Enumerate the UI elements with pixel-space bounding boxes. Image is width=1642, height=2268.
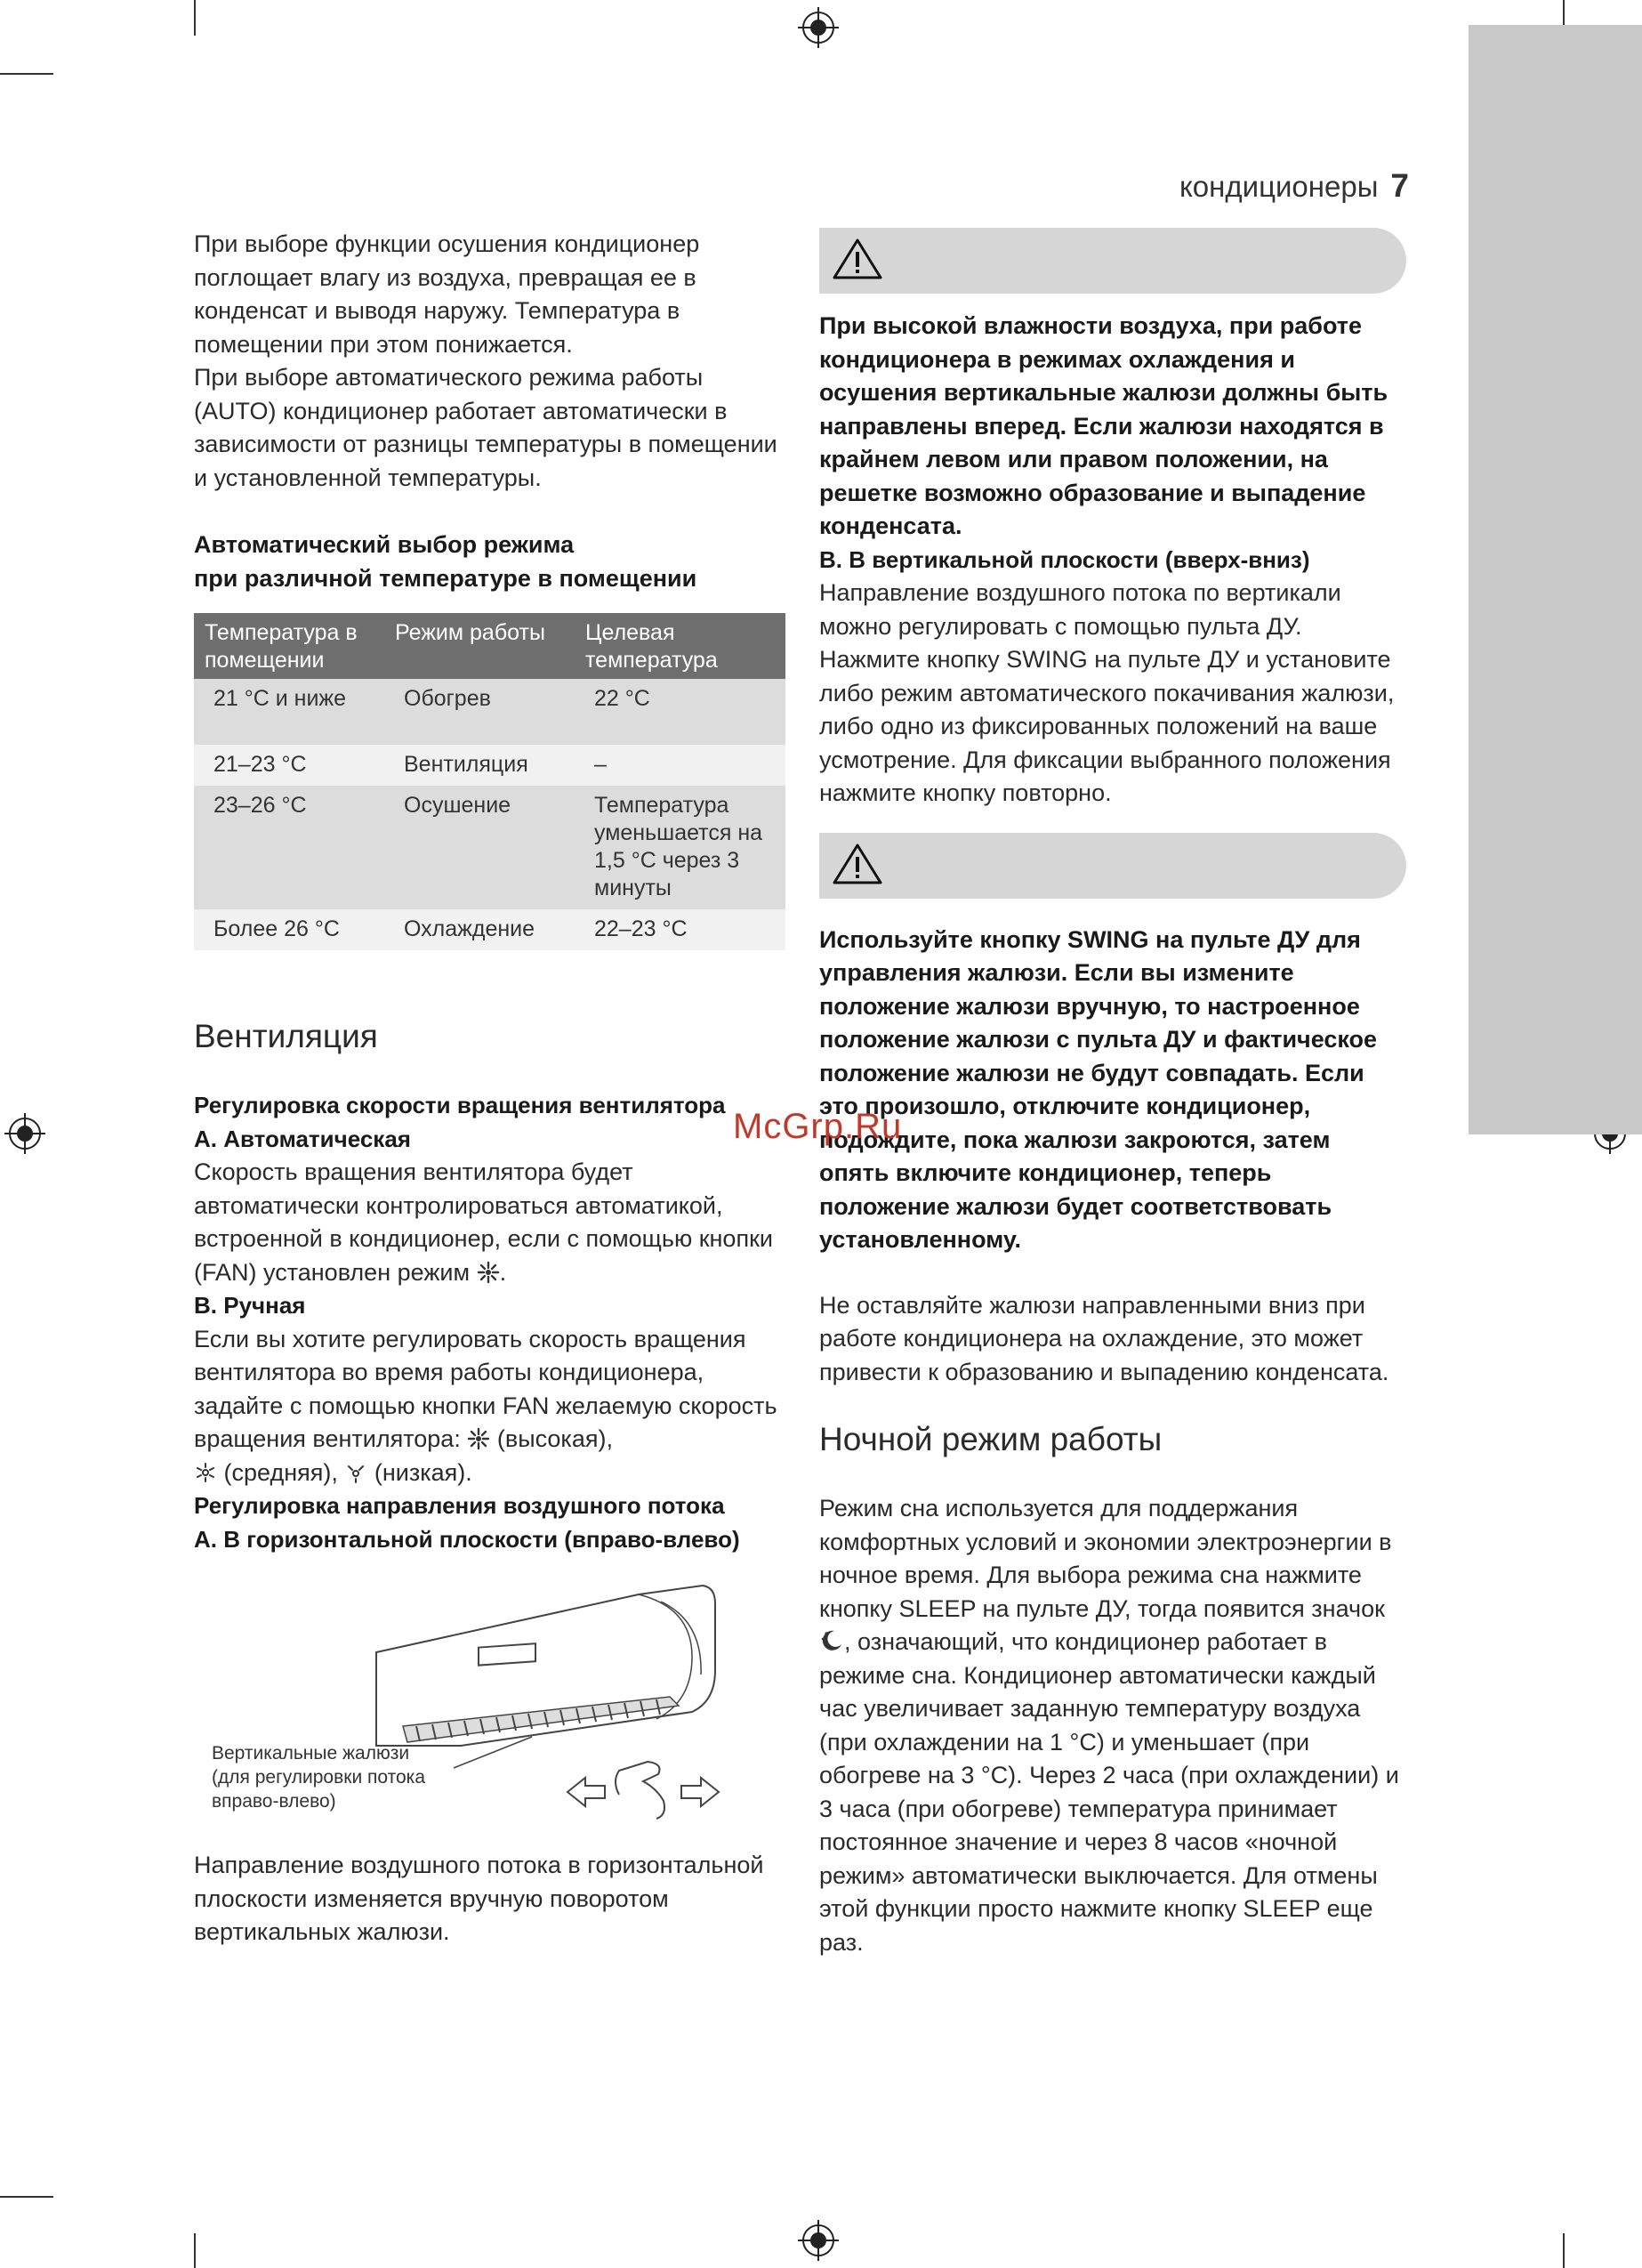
registration-mark-icon [3,1111,47,1156]
crop-mark [0,2196,53,2198]
speed-high-label: (высокая), [496,1425,613,1452]
page-header [1179,167,1409,205]
crop-mark [194,0,196,36]
speed-low-label: (низкая). [374,1458,472,1486]
auto-text-end: . [499,1258,507,1286]
table-title [194,529,785,595]
table-cell: 22 °С [575,679,785,745]
left-column [194,228,785,1556]
warning-icon [832,237,883,281]
ac-unit-figure [194,1568,785,1835]
side-thumb-tab [1469,25,1642,1134]
registration-mark-icon [796,5,841,50]
section-title: кондиционеры [1179,170,1379,203]
horizontal-heading: А. В горизонтальной плоскости (вправо-влево) [194,1525,740,1553]
table-header-row [194,613,785,679]
louver-note: Не оставляйте жалюзи направленными вниз при работе кондиционера на охлаждение, это может привести к образованию и выпадению конденсата. [819,1291,1389,1385]
watermark: McGrp.Ru [733,1107,903,1146]
right-column [819,228,1406,1959]
table-cell: Температура уменьшается на 1,5 °С через 3 минуты [575,786,785,909]
table-cell: – [575,745,785,786]
fan-high-icon [467,1427,490,1450]
table-cell: Охлаждение [384,909,575,950]
crop-mark [1563,2233,1565,2268]
warning-bar [819,228,1406,294]
auto-text: Скорость вращения вентилятора будет автоматически контролироваться автоматикой, встроенной в кондиционер, если с помощью кнопки (FAN) установлен режим [194,1158,773,1286]
fan-medium-icon [194,1461,217,1484]
table-cell: 23–26 °С [194,786,384,909]
airflow-heading: Регулировка направления воздушного потока [194,1492,725,1519]
manual-text: Если вы хотите регулировать скорость вращения вентилятора во время работы кондиционера, задайте с помощью кнопки FAN желаемую скорость вращения вентилятора: [194,1325,777,1452]
table-title-line: Автоматический выбор режима [194,531,575,558]
table-row [194,679,785,745]
manual-paragraph [194,1323,785,1490]
fan-auto-icon [477,1261,500,1284]
night-text-cont: , означающий, что кондиционер работает в режиме сна. Кондиционер автоматически каждый час увеличивает заданную температуру воздуха (при охлаждении на 1 °С) и уменьшает (при обогреве на 3 °С). Через 2 часа (при охлаждении) и 3 часа (при обогреве) температура принимает постоянное значение и через 8 часов «ночной режим» автоматически выключается. Для отмены этой функции просто нажмите кнопку SLEEP еще раз. [819,1628,1399,1956]
table-cell: Более 26 °С [194,909,384,950]
manual-heading: B. Ручная [194,1292,306,1319]
ventilation-heading: Вентиляция [194,1018,378,1054]
speed-medium-label: (средняя), [223,1458,338,1486]
fan-speed-heading: Регулировка скорости вращения вентилятора [194,1092,726,1118]
table-header-cell: Целевая температура [575,613,785,679]
table-row [194,786,785,909]
table-cell: 21 °С и ниже [194,679,384,745]
night-mode-heading: Ночной режим работы [819,1421,1163,1457]
crop-mark [194,2233,196,2268]
warning-icon [832,842,883,886]
fan-low-icon [344,1461,367,1484]
horizontal-text-block [194,1849,785,1949]
vertical-paragraph: Направление воздушного потока по вертикали можно регулировать с помощью пульта ДУ. Нажмите кнопку SWING на пульте ДУ и установите либо режим автоматического покачивания жалюзи, либо одно из фиксированных положений на ваше усмотрение. Для фиксации выбранного положения нажмите кнопку повторно. [819,579,1395,806]
table-cell: Осушение [384,786,575,909]
table-row [194,745,785,786]
table-title-line: при различной температуре в помещении [194,564,697,592]
auto-heading: А. Автоматическая [194,1125,411,1152]
auto-paragraph [194,1156,785,1289]
auto-mode-table [194,613,785,950]
intro-paragraph: При выборе функции осушения кондиционер поглощает влагу из воздуха, превращая ее в конденсат и выводя наружу. Температура в помещении при этом понижается. [194,230,700,358]
warning-text: Используйте кнопку SWING на пульте ДУ для управления жалюзи. Если вы измените положение жалюзи вручную, то настроенное положение жалюзи с пульта ДУ и фактическое положение жалюзи не будут совпадать. Если это произошло, отключите кондиционер, подождите, пока жалюзи закроются, затем опять включите кондиционер, теперь положение жалюзи будет соответствовать установленному. [819,925,1378,1253]
page-number: 7 [1390,167,1409,204]
sleep-moon-icon [819,1628,844,1653]
warning-text: При высокой влажности воздуха, при работе кондиционера в режимах охлаждения и осушения вертикальные жалюзи должны быть направлены вперед. Если жалюзи находятся в крайнем левом или правом положении, на решетке возможно образование и выпадение конденсата. [819,312,1388,539]
horizontal-paragraph: Направление воздушного потока в горизонтальной плоскости изменяется вручную поворотом вертикальных жалюзи. [194,1852,764,1945]
intro-paragraph: При выборе автоматического режима работы (AUTO) кондиционер работает автоматически в зависимости от разницы температуры в помещении и установленной температуры. [194,364,777,491]
table-cell: Вентиляция [384,745,575,786]
warning-bar [819,833,1406,899]
crop-mark [0,73,53,75]
table-cell: 21–23 °С [194,745,384,786]
night-mode-paragraph [819,1492,1406,1959]
table-cell: 22–23 °С [575,909,785,950]
table-header-cell: Режим работы [384,613,575,679]
vertical-heading: B. В вертикальной плоскости (вверх-вниз) [819,545,1310,573]
registration-mark-icon [796,2218,841,2263]
table-cell: Обогрев [384,679,575,745]
table-header-cell: Температура в помещении [194,613,384,679]
night-text: Режим сна используется для поддержания комфортных условий и экономии электроэнергии в ночное время. Для выбора режима сна нажмите кнопку SLEEP на пульте ДУ, тогда появится значок [819,1495,1392,1622]
louver-label: Вертикальные жалюзи (для регулировки потока вправо-влево) [212,1743,425,1812]
table-row [194,909,785,950]
